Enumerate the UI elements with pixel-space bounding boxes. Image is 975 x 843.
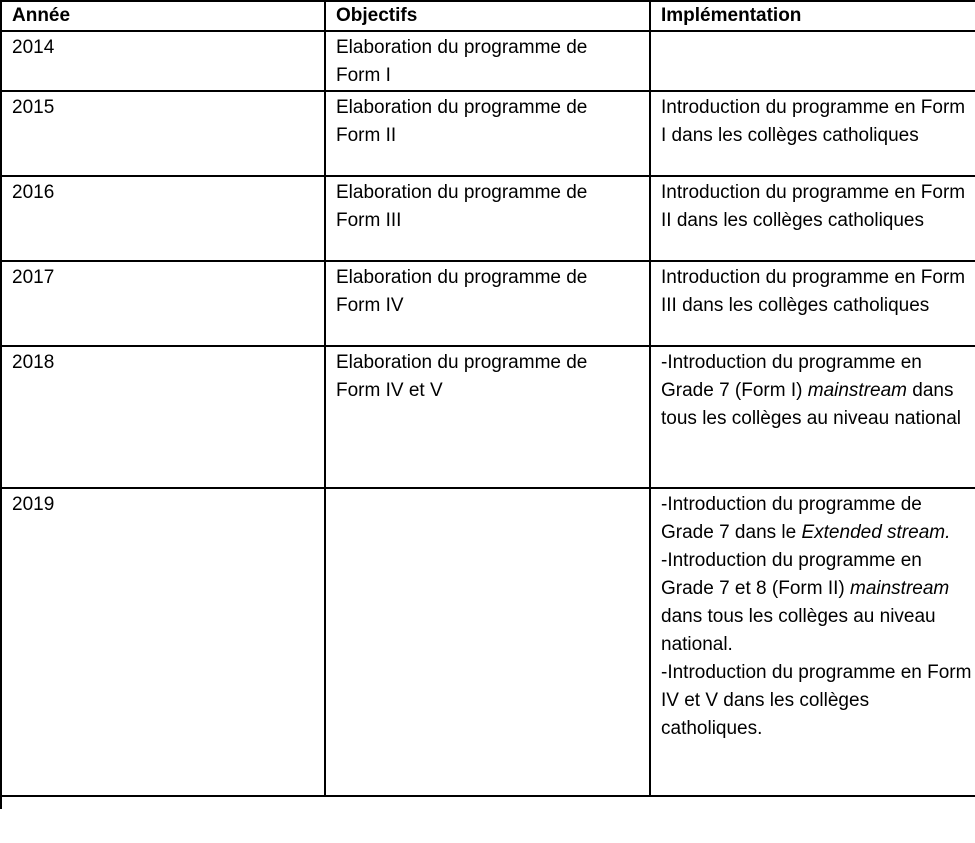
objective-cell bbox=[325, 346, 650, 488]
trailing-cell bbox=[650, 796, 975, 809]
implementation-item bbox=[661, 547, 975, 659]
implementation-italic-text: mainstream bbox=[807, 380, 907, 401]
implementation-italic-text: Extended stream. bbox=[801, 522, 951, 543]
year-cell: 2019 bbox=[1, 488, 325, 796]
implementation-text: -Introduction du programme de Grade 7 dans le bbox=[661, 494, 922, 543]
table-row bbox=[1, 488, 975, 796]
implementation-item bbox=[661, 659, 975, 743]
objective-cell bbox=[325, 31, 650, 91]
table-row bbox=[1, 31, 975, 91]
implementation-text: -Introduction du programme en Form IV et V dans les collèges catholiques. bbox=[661, 662, 972, 739]
objective-line: Form IV et V bbox=[336, 380, 443, 401]
implementation-cell bbox=[650, 31, 975, 91]
table-row bbox=[1, 176, 975, 261]
year-cell: 2016 bbox=[1, 176, 325, 261]
header-row bbox=[1, 1, 975, 31]
header-objectives: Objectifs bbox=[325, 1, 650, 31]
implementation-text: dans tous les collèges au niveau national. bbox=[661, 606, 936, 655]
implementation-cell bbox=[650, 91, 975, 176]
objective-line: Elaboration du programme de bbox=[336, 267, 588, 288]
objective-line: Elaboration du programme de bbox=[336, 182, 588, 203]
implementation-item bbox=[661, 491, 975, 547]
objective-line: Elaboration du programme de bbox=[336, 37, 588, 58]
year-cell: 2017 bbox=[1, 261, 325, 346]
implementation-italic-text: mainstream bbox=[850, 578, 950, 599]
year-cell: 2018 bbox=[1, 346, 325, 488]
table-row bbox=[1, 91, 975, 176]
implementation-text: Introduction du programme en Form II dans les collèges catholiques bbox=[661, 182, 966, 231]
implementation-cell bbox=[650, 346, 975, 488]
header-implementation: Implémentation bbox=[650, 1, 975, 31]
implementation-cell bbox=[650, 261, 975, 346]
objective-line: Form III bbox=[336, 210, 402, 231]
objective-line: Elaboration du programme de bbox=[336, 97, 588, 118]
objective-cell bbox=[325, 261, 650, 346]
table-row bbox=[1, 346, 975, 488]
year-cell: 2014 bbox=[1, 31, 325, 91]
objective-line: Form I bbox=[336, 65, 391, 86]
implementation-cell bbox=[650, 488, 975, 796]
objective-cell bbox=[325, 488, 650, 796]
implementation-item bbox=[661, 349, 975, 433]
year-cell: 2015 bbox=[1, 91, 325, 176]
trailing-cell bbox=[1, 796, 325, 809]
table-row bbox=[1, 261, 975, 346]
header-year: Année bbox=[1, 1, 325, 31]
implementation-text: dans tous les collèges au niveau national bbox=[661, 380, 961, 429]
implementation-text: -Introduction du programme en Grade 7 et 8 (Form II) bbox=[661, 550, 922, 599]
implementation-text: Introduction du programme en Form III dans les collèges catholiques bbox=[661, 267, 966, 316]
implementation-text: Introduction du programme en Form I dans les collèges catholiques bbox=[661, 97, 966, 146]
trailing-row bbox=[1, 796, 975, 809]
implementation-text: -Introduction du programme en Grade 7 (Form I) bbox=[661, 352, 922, 401]
objective-line: Form II bbox=[336, 125, 397, 146]
objective-line: Form IV bbox=[336, 295, 404, 316]
objective-cell bbox=[325, 91, 650, 176]
objective-line: Elaboration du programme de bbox=[336, 352, 588, 373]
trailing-cell bbox=[325, 796, 650, 809]
objective-cell bbox=[325, 176, 650, 261]
implementation-cell bbox=[650, 176, 975, 261]
